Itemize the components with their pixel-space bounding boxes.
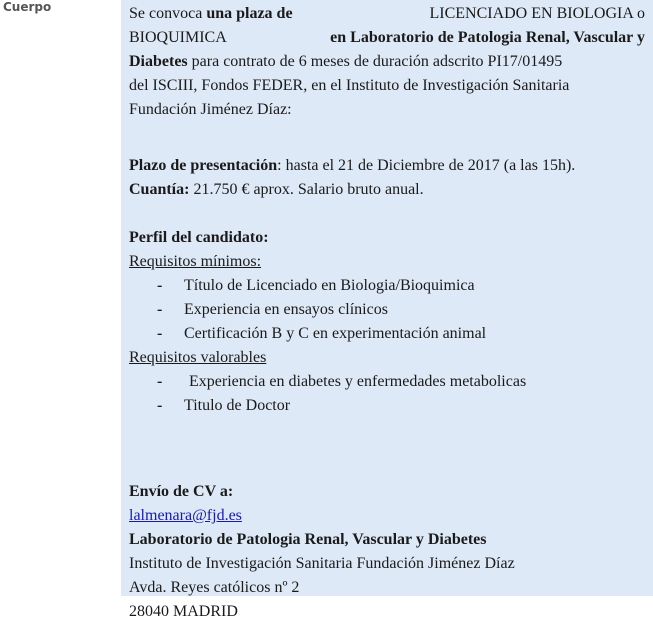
intro-line-3: [129, 50, 645, 74]
cuantia-line: [129, 178, 645, 202]
field-label-cell: [0, 0, 120, 596]
intro-bold: en Laboratorio de Patologia Renal, Vascular y: [330, 29, 645, 46]
list-item: [129, 370, 645, 394]
intro-line-5: Fundación Jiménez Díaz:: [129, 101, 292, 118]
bullet-dash: -: [157, 301, 163, 318]
list-item-text: Título de Licenciado en Biologia/Bioquimica: [184, 277, 475, 294]
bullet-dash: -: [157, 397, 163, 414]
perfil-title: Perfil del candidato:: [129, 229, 269, 246]
list-item-text: Experiencia en ensayos clínicos: [184, 301, 388, 318]
institute-name: Instituto de Investigación Sanitaria Fundación Jiménez Díaz: [129, 555, 515, 572]
plazo-line: [129, 154, 645, 178]
requisitos-minimos-label: Requisitos mínimos:: [129, 253, 262, 270]
intro-line-2: [129, 26, 645, 50]
field-value-cell: [121, 0, 653, 620]
field-label: Cuerpo: [3, 0, 52, 14]
bullet-dash: -: [157, 277, 163, 294]
cuantia-label: Cuantía:: [129, 181, 190, 198]
list-item: [129, 322, 645, 346]
intro-text: para contrato de 6 meses de duración adscrito PI17/01495: [187, 53, 563, 70]
list-item-text: Titulo de Doctor: [184, 397, 291, 414]
body-content: [129, 2, 645, 624]
intro-text: BIOQUIMICA: [129, 29, 227, 46]
intro-text: LICENCIADO EN BIOLOGIA o: [429, 5, 645, 22]
intro-bold: una plaza de: [206, 5, 293, 22]
intro-line-4: del ISCIII, Fondos FEDER, en el Instituto de Investigación Sanitaria: [129, 77, 570, 94]
plazo-value: : hasta el 21 de Diciembre de 2017 (a las 15h).: [277, 157, 576, 174]
bullet-dash: -: [157, 325, 163, 342]
list-item-text: Experiencia en diabetes y enfermedades metabolicas: [189, 373, 527, 390]
city-address: 28040 MADRID: [129, 603, 238, 620]
cuantia-value: 21.750 € aprox. Salario bruto anual.: [189, 181, 424, 198]
bullet-dash: -: [157, 373, 163, 390]
list-item: [129, 394, 645, 418]
lab-name: Laboratorio de Patologia Renal, Vascular y Diabetes: [129, 531, 487, 548]
intro-paragraph: [129, 2, 645, 122]
intro-bold: Diabetes: [129, 53, 188, 70]
email-link[interactable]: lalmenara@fjd.es: [129, 507, 242, 524]
plazo-label: Plazo de presentación: [129, 157, 278, 174]
requisitos-valorables-label: Requisitos valorables: [129, 349, 267, 366]
list-item: [129, 298, 645, 322]
list-item: [129, 274, 645, 298]
list-item-text: Certificación B y C en experimentación animal: [184, 325, 487, 342]
intro-line-1: [129, 2, 645, 26]
street-address: Avda. Reyes católicos nº 2: [129, 579, 300, 596]
envio-title: Envío de CV a:: [129, 483, 234, 500]
intro-text: Se convoca: [129, 5, 207, 22]
